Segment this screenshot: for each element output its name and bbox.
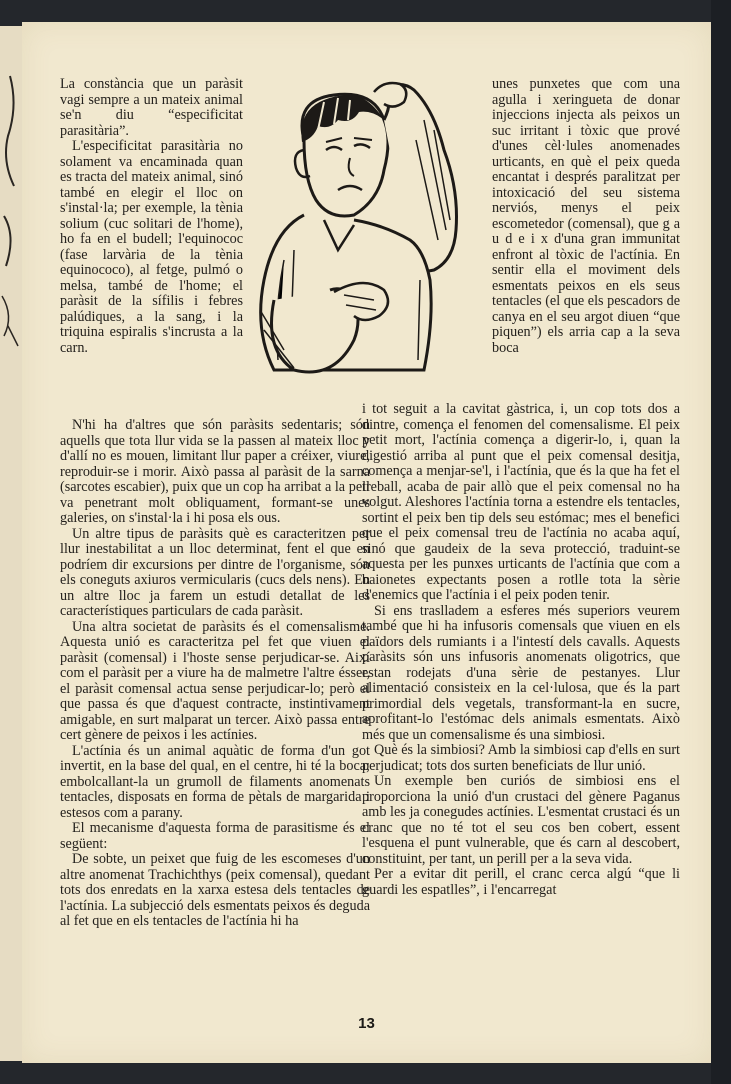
paragraph: unes punxetes que com una agulla i xeringueta de donar injeccions injecta als peixos un suc irritant i tòxic que prové d'unes cèl·lules anomenades urticants, en què el peix queda encantat i després paralitzat per intoxicació del seu sistema nerviós, menys el peix escometedor (comensal), que g a u d e i x d'una gran immunitat enfront al tòxic de l'actínia. En sentir ella el moviment dels esmentats peixos en els seus tentacles (el que els pescadors de canya en el seu argot diuen “que piquen”) els arria cap a la seva boca xyxy=(492,76,680,356)
paragraph: Si ens traslladem a esferes més superiors veurem també que hi ha infusoris comensals que viuen en els païdors dels rumiants i a l'intestí dels cavalls. Aquests paràsits són uns infusoris anomenats oligotrics, que estan rodejats d'una sèrie de pestanyes. Llur alimentació consisteix en la cel·lulosa, que és la part primordial dels vegetals, transformant-la en sucre, aprofitant-lo l'estómac dels animals esmentats. Això més que un comensalisme és una simbiosi. xyxy=(362,602,680,743)
paragraph: Una altra societat de paràsits és el comensalisme. Aquesta unió es caracteritza pel fet que viuen el paràsit (comensal) i l'hoste sense perjudicar-se. Així com el paràsit per a viure ha de malmetre l'altre ésser, el paràsit comensal actua sense perjudicar-lo; però el que passa és que d'aquest contracte, instintivament amigable, en surt malparat un tercer. Això passa entre cert gènere de peixos i les actínies. xyxy=(60,618,370,743)
column-right xyxy=(362,402,680,898)
column-right-top xyxy=(492,77,680,356)
book-edge xyxy=(711,0,731,1084)
paragraph: N'hi ha d'altres que són paràsits sedentaris; són aquells que tota llur vida se la passen al mateix lloc y d'allí no es mouen, limitant llur paper a créixer, viure, reproduir-se i morir. Això passa al paràsit de la sarna (sarcotes escabier), puix que un cop ha arribat a la pell va penetrant molt obliquament, formant-se unes galeries, on s'instal·la i hi posa els ous. xyxy=(60,417,370,526)
column-left xyxy=(60,418,370,930)
facing-page-edge xyxy=(0,26,23,1061)
boy-illustration xyxy=(234,80,498,410)
paragraph: De sobte, un peixet que fuig de les escomeses d'un altre anomenat Trachichthys (peix comensal), quedant tots dos enredats en la xarxa estesa dels tentacles de l'actínia. La subjecció dels esmentats peixos és deguda al fet que en els tentacles de l'actínia hi ha xyxy=(60,851,370,929)
paragraph: Per a evitar dit perill, el cranc cerca algú “que li guardi les espatlles”, i l'encarregat xyxy=(362,866,680,898)
paragraph: Un altre tipus de paràsits què es caracteritzen per llur inestabilitat a un lloc determinat, fent el que en podríem dir excursions per dintre de l'organisme, són els coneguts axiuros vermicularis (cucs dels nens). En un altre lloc ja farem un estudi detallat de les característiques particulars de cada paràsit. xyxy=(60,525,370,619)
paragraph: i tot seguit a la cavitat gàstrica, i, un cop tots dos a dintre, comença el fenomen del comensalisme. El peix petit mort, l'actínia comença a digerir-lo, i, quan la digestió arriba al punt que el peix comensal desitja, comença a menjar-se'l, i l'actínia, que és la que ha fet el treball, acaba de pair allò que el peix comensal no ha volgut. Aleshores l'actínia torna a estendre els tentacles, sortint el peix ben tip dels seu estómac; mes el benefici que el peix comensal treu de l'actínia no acaba aquí, sinó que gaudeix de la seva protecció, traduint-se aquesta per les punxes urticants de l'actínia que com a baionetes expectants posen a rotlle tota la sèrie d'enemics que l'actínia i el peix poden tenir. xyxy=(362,401,680,603)
column-left-top xyxy=(60,77,243,356)
page-number: 13 xyxy=(358,1015,375,1032)
paragraph: La constància que un paràsit vagi sempre a un mateix animal se'n diu “especificitat parasitària”. xyxy=(60,76,243,139)
paragraph: L'especificitat parasitària no solament va encaminada quan es tracta del mateix animal, sinó també en elegir el lloc on s'instal·la; per exemple, la tènia solium (cuc solitari de l'home), ho fa en el budell; l'equinococ (fase larvària de la tènia equinococo), al fetge, pulmó o melsa, també de l'home; el paràsit de la sífilis i febres palúdiques, a la sang, i la triquina espiralis s'incrusta a la carn. xyxy=(60,138,243,356)
paragraph: Què és la simbiosi? Amb la simbiosi cap d'ells en surt perjudicat; tots dos surten beneficiats de llur unió. xyxy=(362,742,680,774)
paragraph: El mecanisme d'aquesta forma de parasitisme és el següent: xyxy=(60,820,370,852)
magazine-page xyxy=(22,22,711,1063)
paragraph: Un exemple ben curiós de simbiosi ens el proporciona la unió d'un crustaci del gènere Paganus amb les ja conegudes actínies. L'esmentat crustaci és un cranc que no té tot el seu cos ben cobert, essent l'esquena el punt vulnerable, que és carn al descobert, constituint, per tant, un perill per a la seva vida. xyxy=(362,773,680,867)
paragraph: L'actínia és un animal aquàtic de forma d'un got invertit, en la base del qual, en el centre, hi té la boca; embolcallant-la un grumoll de filaments anomenats tentacles, disposats en forma de pètals de margarida i estesos com a parany. xyxy=(60,742,370,821)
facing-page-drawing xyxy=(0,66,22,366)
